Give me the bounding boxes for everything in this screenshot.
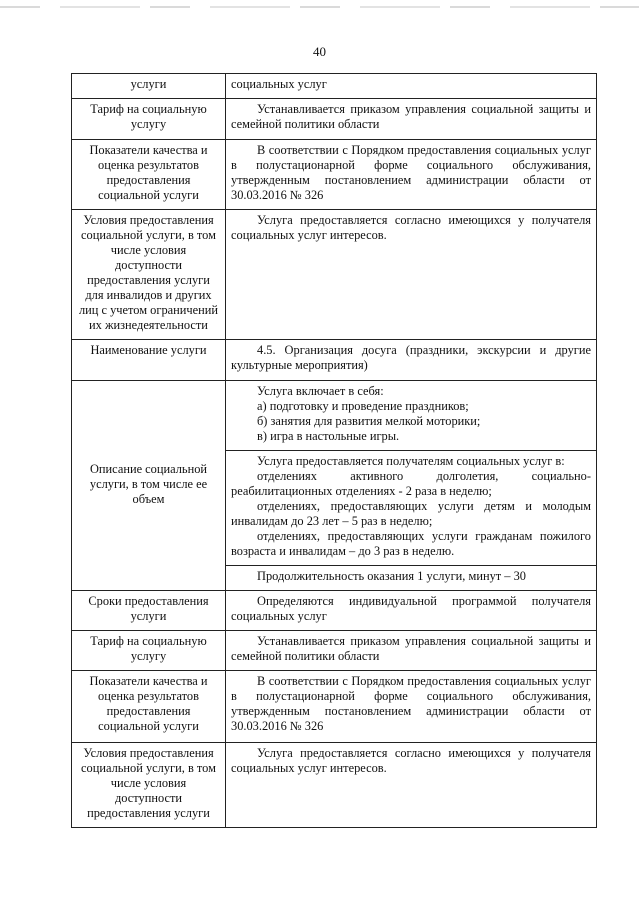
row-label: Тариф на социальную услугу — [72, 631, 226, 671]
row-label: Условия предоставления социальной услуги, в том числе условия доступности предоставления услуги для инвалидов и других лиц с учетом ограничений их жизнедеятельности — [72, 210, 226, 340]
table-row — [72, 591, 597, 631]
table-row — [72, 74, 597, 99]
table-row — [72, 210, 597, 340]
row-value: Услуга предоставляется согласно имеющихся у получателя социальных услуг интересов. — [226, 743, 597, 828]
table-row — [72, 340, 597, 381]
table-row — [72, 743, 597, 828]
row-value: Устанавливается приказом управления социальной защиты и семейной политики области — [226, 99, 597, 140]
table-row — [72, 671, 597, 743]
row-label: Наименование услуги — [72, 340, 226, 381]
table-row — [72, 631, 597, 671]
row-value: В соответствии с Порядком предоставления социальных услуг в полустационарной форме социального обслуживания, утвержденным постановлением администрации области от 30.03.2016 № 326 — [226, 671, 597, 743]
description-block-2: Услуга предоставляется получателям социальных услуг в: отделениях активного долголетия, социально-реабилитационных отделениях - 2 раза в неделю; отделениях, предоставляющих услуги детям и молодым инвалидам до 23 лет – 5 раз в неделю; отделениях, предоставляющих услуги гражданам пожилого возраста и инвалидам – до 3 раз в неделю. — [226, 451, 597, 566]
row-label: Условия предоставления социальной услуги, в том числе условия доступности предоставления услуги — [72, 743, 226, 828]
row-label: Сроки предоставления услуги — [72, 591, 226, 631]
table-row — [72, 99, 597, 140]
row-value: Услуга предоставляется согласно имеющихся у получателя социальных услуг интересов. — [226, 210, 597, 340]
description-block-1: Услуга включает в себя: а) подготовку и проведение праздников; б) занятия для развития мелкой моторики; в) игра в настольные игры. — [226, 381, 597, 451]
description-label: Описание социальной услуги, в том числе ее объем — [72, 381, 226, 591]
row-value: 4.5. Организация досуга (праздники, экскурсии и другие культурные мероприятия) — [226, 340, 597, 381]
row-label: услуги — [72, 74, 226, 99]
service-table — [71, 73, 597, 828]
row-value: В соответствии с Порядком предоставления социальных услуг в полустационарной форме социального обслуживания, утвержденным постановлением администрации области от 30.03.2016 № 326 — [226, 140, 597, 210]
row-value: Устанавливается приказом управления социальной защиты и семейной политики области — [226, 631, 597, 671]
page-number: 40 — [313, 44, 326, 59]
table-row — [72, 381, 597, 451]
table-row — [72, 140, 597, 210]
row-label: Тариф на социальную услугу — [72, 99, 226, 140]
description-block-3: Продолжительность оказания 1 услуги, минут – 30 — [226, 566, 597, 591]
row-label: Показатели качества и оценка результатов предоставления социальной услуги — [72, 140, 226, 210]
row-label: Показатели качества и оценка результатов предоставления социальной услуги — [72, 671, 226, 743]
row-value: социальных услуг — [226, 74, 597, 99]
row-value: Определяются индивидуальной программой получателя социальных услуг — [226, 591, 597, 631]
scan-top-edge — [0, 6, 639, 8]
